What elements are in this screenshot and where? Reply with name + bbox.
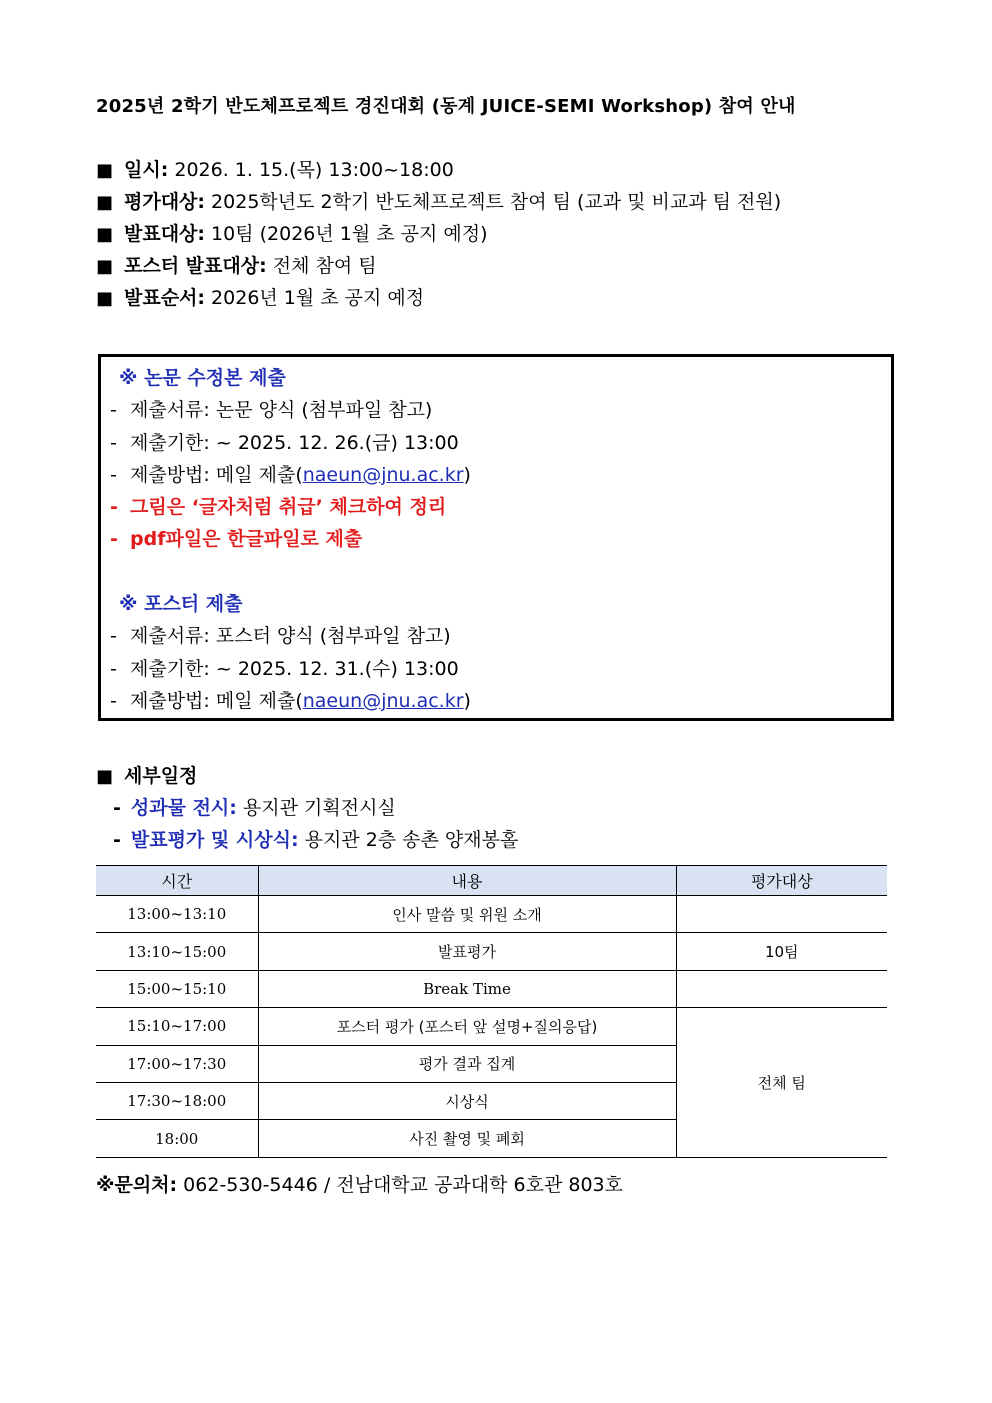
event-info [96,154,781,314]
info-value: 2026. 1. 15.(목) 13:00~18:00 [168,159,454,181]
poster-deadline-line: - 제출기한: ~ 2025. 12. 31.(수) 13:00 [110,657,459,680]
info-value: 2026년 1월 초 공지 예정 [205,287,425,309]
poster-heading: ※ 포스터 제출 [119,593,243,616]
info-presentation-target [96,218,781,250]
schedule-table [96,865,887,1158]
square-bullet-icon: ■ [96,192,114,213]
schedule-section [96,760,518,856]
info-value: 10팀 (2026년 1월 초 공지 예정) [205,223,488,245]
paper-docs-line: - 제출서류: 논문 양식 (첨부파일 참고) [110,399,433,422]
schedule-award: - 발표평가 및 시상식: 용지관 2층 송촌 양재봉홀 [113,829,519,851]
paper-email-link[interactable]: naeun@jnu.ac.kr [302,463,464,486]
square-bullet-icon: ■ [96,224,114,245]
table-header-row [96,866,887,896]
info-eval-target [96,186,781,218]
document-title: 2025년 2학기 반도체프로젝트 경진대회 (동계 JUICE-SEMI Workshop) 참여 안내 [96,96,796,117]
paper-note-pdf: - pdf파일은 한글파일로 제출 [110,528,363,551]
square-bullet-icon: ■ [96,160,114,181]
info-poster-target [96,250,781,282]
submission-box [98,354,894,721]
table-row: 15:10~17:00 포스터 평가 (포스터 앞 설명+질의응답) 전체 팀 [96,1008,887,1045]
info-date [96,154,781,186]
poster-docs-line: - 제출서류: 포스터 양식 (첨부파일 참고) [110,625,451,648]
info-label: 포스터 발표대상: [124,255,267,277]
info-label: 평가대상: [124,191,206,213]
square-bullet-icon: ■ [96,766,114,787]
schedule-heading: ■ 세부일정 [96,760,518,792]
table-row: 17:30~18:00 시상식 [96,1082,887,1119]
contact-label: ※문의처: [96,1174,178,1196]
target-10-teams: 10팀 [676,933,887,970]
info-label: 일시: [124,159,169,181]
schedule-exhibit: - 성과물 전시: 용지관 기획전시실 [113,797,396,819]
header-time: 시간 [96,866,258,896]
poster-method-line: - 제출방법: 메일 제출(naeun@jnu.ac.kr) [110,689,471,712]
table-row: 13:00~13:10 인사 말씀 및 위원 소개 [96,896,887,933]
info-label: 발표대상: [124,223,206,245]
table-row: 18:00 사진 촬영 및 폐회 [96,1120,887,1157]
table-row: 15:00~15:10 Break Time [96,970,887,1007]
info-value: 전체 참여 팀 [266,255,377,277]
square-bullet-icon: ■ [96,288,114,309]
target-all-teams: 전체 팀 [676,1008,887,1158]
contact-value: 062-530-5446 / 전남대학교 공과대학 6호관 803호 [177,1174,623,1196]
info-label: 발표순서: [124,287,206,309]
header-content: 내용 [258,866,676,896]
poster-email-link[interactable]: naeun@jnu.ac.kr [302,689,464,712]
info-order [96,282,781,314]
table-row: 17:00~17:30 평가 결과 집계 [96,1045,887,1082]
paper-heading: ※ 논문 수정본 제출 [119,367,286,389]
header-target: 평가대상 [676,866,887,896]
paper-deadline-line: - 제출기한: ~ 2025. 12. 26.(금) 13:00 [110,431,459,454]
paper-method-line: - 제출방법: 메일 제출(naeun@jnu.ac.kr) [110,463,471,486]
paper-note-figure: - 그림은 ‘글자처럼 취급’ 체크하여 정리 [110,496,447,519]
square-bullet-icon: ■ [96,256,114,277]
table-row: 13:10~15:00 발표평가 10팀 [96,933,887,970]
info-value: 2025학년도 2학기 반도체프로젝트 참여 팀 (교과 및 비교과 팀 전원) [205,191,782,213]
contact-info [96,1170,623,1197]
spacer [110,556,471,588]
